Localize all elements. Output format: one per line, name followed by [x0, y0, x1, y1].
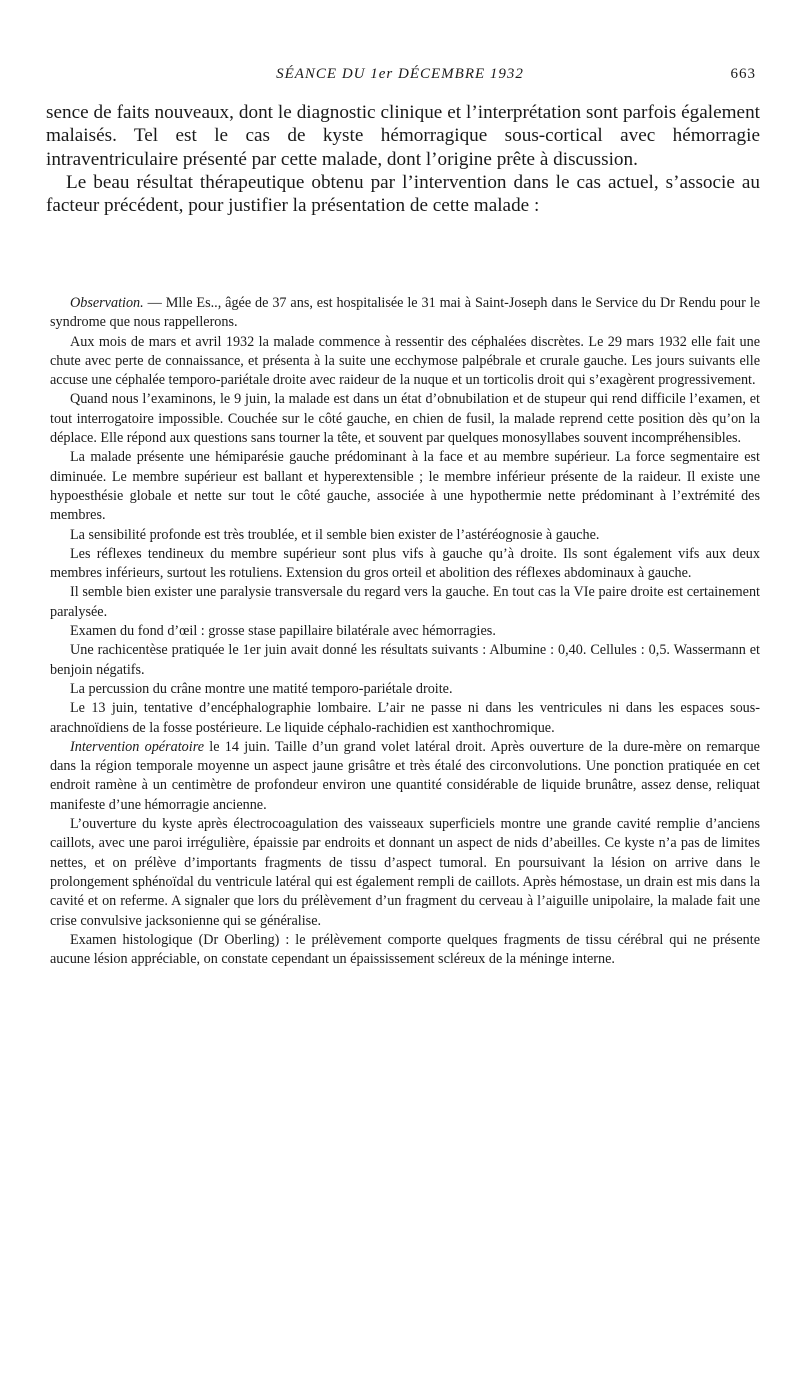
- body-paragraph: La sensibilité profonde est très troublée, et il semble bien exister de l’astéréognosie à gauche.: [70, 526, 600, 543]
- intervention-text: le 14 juin. Taille d’un grand volet latéral droit. Après ouverture de la dure-mère on remarque dans la région temporale moyenne un aspect jaune grisâtre et très étalé des circonvolutions. Une ponction pratiquée en cet endroit ramène à un centimètre de profondeur environ une quantité considérable de liquide brunâtre, assez dense, reliquat manifeste d’une hémorragie ancienne.: [50, 738, 760, 813]
- intro-paragraph: sence de faits nouveaux, dont le diagnostic clinique et l’interprétation sont parfois également malaisés. Tel est le cas de kyste hémorragique sous-cortical avec hémorragie intraventriculaire présenté par cette malade, dont l’origine prête à discussion.: [46, 102, 760, 170]
- observation-text: — Mlle Es.., âgée de 37 ans, est hospitalisée le 31 mai à Saint-Joseph dans le Service du Dr Rendu pour le syndrome que nous rappellerons.: [50, 295, 760, 331]
- body-paragraph: Examen du fond d’œil : grosse stase papillaire bilatérale avec hémorragies.: [70, 623, 496, 640]
- intro-paragraph: Le beau résultat thérapeutique obtenu par l’intervention dans le cas actuel, s’associe au facteur précédent, pour justifier la présentation de cette malade :: [46, 171, 760, 217]
- running-head: [44, 66, 756, 86]
- running-title: SÉANCE DU 1er DÉCEMBRE 1932: [276, 66, 524, 82]
- intervention-paragraph: [50, 738, 760, 815]
- body-paragraph: Une rachicentèse pratiquée le 1er juin avait donné les résultats suivants : Albumine : 0,40. Cellules : 0,5. Wassermann et benjoin négatifs.: [50, 642, 760, 678]
- body-paragraph: La percussion du crâne montre une matité temporo-pariétale droite.: [70, 680, 453, 697]
- intervention-label: Intervention opératoire: [70, 738, 204, 755]
- body-paragraph: Les réflexes tendineux du membre supérieur sont plus vifs à gauche qu’à droite. Ils sont également vifs aux deux membres inférieurs, surtout les rotuliens. Extension du gros orteil et abolition des réflexes abdominaux à gauche.: [50, 545, 760, 582]
- observation-label: Observation.: [70, 295, 144, 311]
- body-paragraph: Le 13 juin, tentative d’encéphalographie lombaire. L’air ne passe ni dans les ventricules ni dans les espaces sous-arachnoïdiens de la fosse postérieure. Le liquide céphalo-rachidien est xanthochromique.: [50, 700, 760, 736]
- page-number: 663: [730, 66, 756, 82]
- body-paragraph: Il semble bien exister une paralysie transversale du regard vers la gauche. En tout cas la VIe paire droite est certainement paralysée.: [50, 584, 760, 620]
- observation-paragraph: [50, 294, 760, 333]
- body-paragraph: La malade présente une hémiparésie gauche prédominant à la face et au membre supérieur. La force segmentaire est diminuée. Le membre supérieur est ballant et hyperextensible ; le membre inférieur présente de la raideur. Il existe une hypoesthésie globale et nette sur tout le côté gauche, associée à une hypothermie nette prédominant à l’extrémité des membres.: [50, 449, 760, 524]
- body-paragraph: Examen histologique (Dr Oberling) : le prélèvement comporte quelques fragments de tissu cérébral qui ne présente aucune lésion appréciable, on constate cependant un épaississement scléreux de la méninge interne.: [50, 931, 760, 968]
- body-paragraph: L’ouverture du kyste après électrocoagulation des vaisseaux superficiels montre une grande cavité remplie d’anciens caillots, avec une paroi irrégulière, épaissie par endroits et donnant un aspect de nids d’abeilles. Ce kyste n’a pas de limites nettes, et on prélève d’importants fragments de tissu d’aspect tumoral. En poursuivant la lésion on arrive dans le prolongement sphénoïdal du ventricule latéral qui est également rempli de caillots. Après hémostase, un drain est mis dans la cavité et on referme. A signaler que lors du prélèvement d’un fragment du cerveau à l’aiguille unipolaire, la malade fait une crise convulsive jacksonienne qui se généralise.: [50, 816, 760, 929]
- observation-section: [50, 294, 760, 969]
- body-paragraph: Quand nous l’examinons, le 9 juin, la malade est dans un état d’obnubilation et de stupeur qui rend difficile l’examen, et tout interrogatoire impossible. Couchée sur le côté gauche, en chien de fusil, la malade reprend cette position dès qu’on la déplace. Elle répond aux questions sans tourner la tête, et souvent par quelques monosyllabes souvent incompréhensibles.: [50, 391, 760, 447]
- body-paragraph: Aux mois de mars et avril 1932 la malade commence à ressentir des céphalées discrètes. Le 29 mars 1932 elle fait une chute avec perte de connaissance, et présenta à la suite une ecchymose palpébrale et crurale gauche. Les jours suivants elle accuse une céphalée temporo-pariétale droite avec raideur de la nuque et un torticolis droit qui s’exagèrent progressivement.: [50, 333, 760, 389]
- intro-section: [46, 101, 760, 217]
